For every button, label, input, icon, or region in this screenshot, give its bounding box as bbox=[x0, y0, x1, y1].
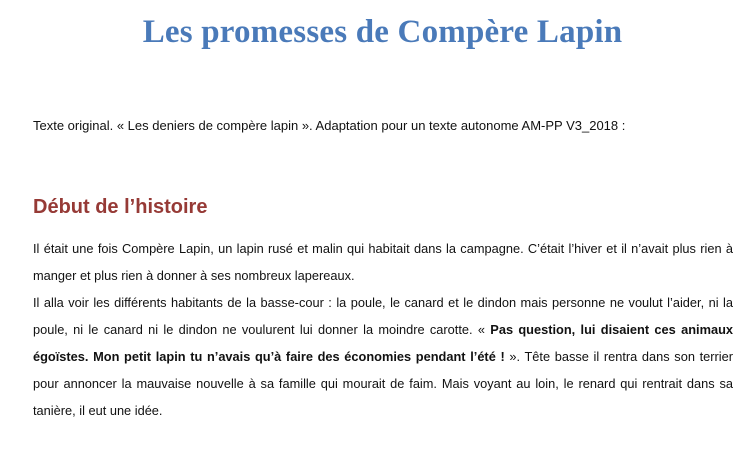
paragraph-2 bbox=[33, 289, 733, 424]
section-heading: Début de l’histoire bbox=[33, 196, 208, 218]
paragraph-2-start: Il alla voir les différents habitants de la basse-cour : la poule, le canard et le dindon mais personne ne voulut l’aider, ni la poule, ni le canard ni le dindon ne voulurent lui donner la moindre carotte. « bbox=[33, 295, 733, 337]
intro-line: Texte original. « Les deniers de compère lapin ». Adaptation pour un texte autonome AM-PP V3_2018 : bbox=[33, 118, 626, 133]
paragraph-2-quote: Pas question, lui disaient ces animaux égoïstes. Mon petit lapin tu n’avais qu’à faire des économies pendant l’été ! bbox=[33, 322, 733, 364]
paragraph-2-end: ». Tête basse il rentra dans son terrier pour annoncer la mauvaise nouvelle à sa famille qui mourait de faim. Mais voyant au loin, le renard qui rentrait dans sa tanière, il eut une idée. bbox=[33, 349, 733, 418]
story-body bbox=[33, 235, 733, 424]
document-title: Les promesses de Compère Lapin bbox=[142, 14, 623, 50]
paragraph-1: Il était une fois Compère Lapin, un lapin rusé et malin qui habitait dans la campagne. C’était l’hiver et il n’avait plus rien à manger et plus rien à donner à ses nombreux lapereaux. bbox=[33, 241, 733, 283]
